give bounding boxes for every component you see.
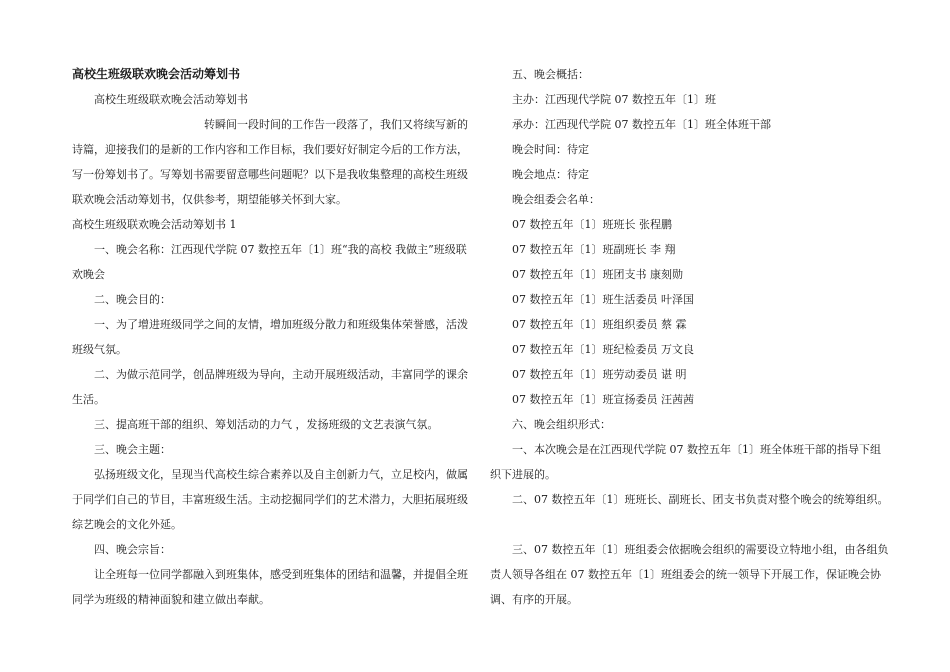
paragraph: 六、晚会组织形式： — [512, 418, 611, 431]
paragraph: 07 数控五年〔1〕班宣扬委员 汪茜茜 — [512, 393, 694, 406]
right-column-body — [490, 62, 890, 612]
paragraph: 三、提高班干部的组织、筹划活动的力气 ，发扬班级的文艺表演气氛。 — [94, 418, 439, 431]
paragraph: 07 数控五年〔1〕班班长 张程鹏 — [512, 218, 672, 231]
paragraph: 高校生班级联欢晚会活动筹划书 1 — [72, 218, 237, 231]
paragraph: 弘扬班级文化，呈现当代高校生综合素养以及自主创新力气，立足校内，做属于同学们自己的节目，丰富班级生活。主动挖掘同学们的艺术潜力，大胆拓展班级综艺晚会的文化外延。 — [72, 468, 468, 531]
right-column — [490, 62, 890, 612]
paragraph: 主办：江西现代学院 07 数控五年〔1〕班 — [512, 93, 716, 106]
left-column — [72, 62, 472, 612]
paragraph: 高校生班级联欢晚会活动筹划书 — [94, 93, 248, 106]
paragraph: 转瞬间一段时间的工作告一段落了，我们又将续写新的诗篇，迎接我们的是新的工作内容和工作目标，我们要好好制定今后的工作方法，写一份筹划书了。写筹划书需要留意哪些问题呢？以下是我收集整理的高校生班级联欢晚会活动筹划书，仅供参考，期望能够关怀到大家。 — [72, 118, 468, 206]
paragraph: 承办：江西现代学院 07 数控五年〔1〕班全体班干部 — [512, 118, 771, 131]
paragraph: 07 数控五年〔1〕班团支书 康刻勋 — [512, 268, 683, 281]
paragraph: 晚会地点：待定 — [512, 168, 589, 181]
paragraph: 一、为了增进班级同学之间的友情，增加班级分散力和班级集体荣誉感，活泼班级气氛。 — [72, 318, 468, 356]
paragraph: 三、晚会主题： — [94, 443, 171, 456]
paragraph: 二、为做示范同学，创品牌班级为导向，主动开展班级活动，丰富同学的课余生活。 — [72, 368, 468, 406]
paragraph: 07 数控五年〔1〕班纪检委员 万文良 — [512, 343, 694, 356]
paragraph: 二、晚会目的： — [94, 293, 171, 306]
paragraph: 四、晚会宗旨： — [94, 543, 171, 556]
paragraph: 二、07 数控五年〔1〕班班长、副班长、团支书负责对整个晚会的统筹组织。 — [512, 493, 889, 506]
paragraph: 一、本次晚会是在江西现代学院 07 数控五年〔1〕班全体班干部的指导下组织下进展的。 — [490, 443, 881, 481]
paragraph: 晚会时间：待定 — [512, 143, 589, 156]
paragraph: 07 数控五年〔1〕班组织委员 蔡 霖 — [512, 318, 687, 331]
paragraph: 07 数控五年〔1〕班生活委员 叶泽国 — [512, 293, 694, 306]
paragraph: 07 数控五年〔1〕班副班长 李 翔 — [512, 243, 676, 256]
paragraph: 晚会组委会名单： — [512, 193, 600, 206]
left-column-body — [72, 87, 472, 612]
paragraph — [490, 512, 890, 537]
paragraph: 让全班每一位同学都融入到班集体，感受到班集体的团结和温馨，并提倡全班同学为班级的精神面貌和建立做出奉献。 — [72, 568, 468, 606]
document-title: 高校生班级联欢晚会活动筹划书 — [72, 67, 241, 81]
paragraph: 五、晚会概括： — [512, 68, 589, 81]
paragraph: 一、晚会名称：江西现代学院 07 数控五年〔1〕班“我的高校 我做主”班级联欢晚会 — [72, 243, 467, 281]
paragraph: 三、07 数控五年〔1〕班组委会依据晚会组织的需要设立特地小组，由各组负责人领导各组在 07 数控五年〔1〕班组委会的统一领导下开展工作，保证晚会协调、有序的开展。 — [490, 543, 889, 606]
paragraph: 07 数控五年〔1〕班劳动委员 谌 明 — [512, 368, 687, 381]
